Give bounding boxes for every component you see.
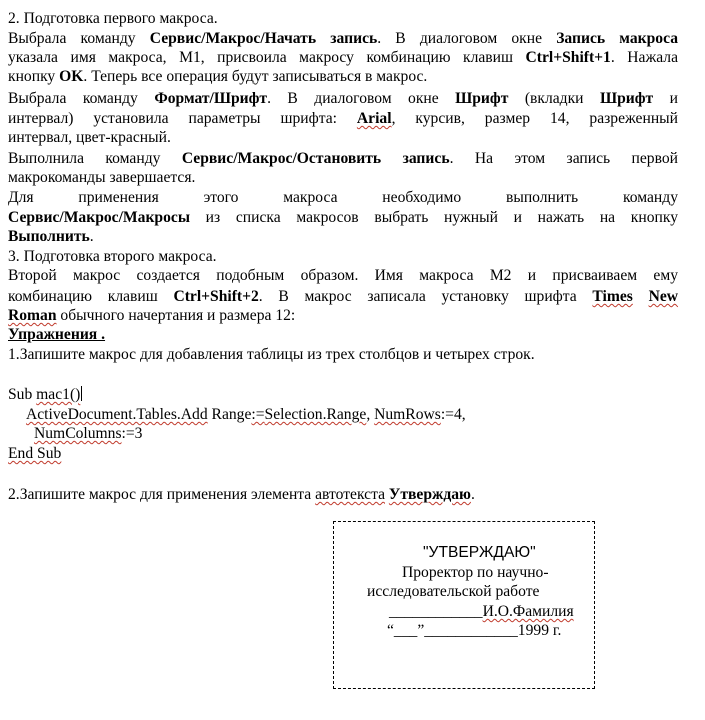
paragraph-line: Выбрала команду Сервис/Макрос/Начать запись. В диалоговом окне Запись макроса (8, 30, 678, 47)
approval-stamp-box (333, 521, 595, 689)
exercise-task-2: 2.Запишите макрос для применения элемента автотекста Утверждаю. (8, 486, 475, 503)
paragraph-line: Roman обычного начертания и размера 12: (8, 307, 296, 324)
paragraph-line: макрокоманды завершается. (8, 169, 196, 186)
paragraph-line: Выполнила команду Сервис/Макрос/Остановить запись. На этом запись первой (8, 150, 679, 167)
paragraph-line: Для применения этого макроса необходимо выполнить команду (8, 189, 678, 206)
exercises-title: Упражнения . (8, 326, 106, 343)
stamp-title: "УТВЕРЖДАЮ" (423, 544, 536, 561)
code-line: End Sub (8, 445, 62, 462)
stamp-department: исследовательской работе (367, 583, 540, 600)
text-cursor (81, 386, 82, 401)
paragraph-line: интервал) установила параметры шрифта: Arial, курсив, размер 14, разреженный (8, 110, 678, 127)
paragraph-line: Выполнить. (8, 228, 94, 245)
paragraph-line: указала имя макроса, M1, присвоила макросу комбинацию клавиш Ctrl+Shift+1. Нажала (8, 49, 678, 66)
paragraph-line: Второй макрос создается подобным образом. Имя макроса M2 и присваиваем ему (8, 267, 678, 284)
paragraph-line: Выбрала команду Формат/Шрифт. В диалоговом окне Шрифт (вкладки Шрифт и (8, 90, 678, 107)
paragraph-line: комбинацию клавиш Ctrl+Shift+2. В макрос записала установку шрифта Times New (8, 288, 679, 305)
section3-heading: 3. Подготовка второго макроса. (8, 248, 217, 265)
stamp-position: Проректор по научно- (402, 564, 549, 581)
code-line: Sub mac1() (8, 386, 81, 403)
section2-heading: 2. Подготовка первого макроса. (8, 10, 218, 27)
code-line: ActiveDocument.Tables.Add Range:=Selection.Range, NumRows:=4, (26, 406, 466, 423)
exercise-task-1: 1.Запишите макрос для добавления таблицы из трех столбцов и четырех строк. (8, 346, 535, 363)
paragraph-line: Сервис/Макрос/Макросы из списка макросов выбрать нужный и нажать на кнопку (8, 209, 678, 226)
paragraph-line: кнопку OK. Теперь все операция будут записываться в макрос. (8, 68, 428, 85)
paragraph-line: интервал, цвет-красный. (8, 129, 171, 146)
stamp-signature-line: ____________И.О.Фамилия (389, 603, 574, 620)
stamp-date-line: “___”____________1999 г. (387, 622, 562, 639)
code-line: NumColumns:=3 (34, 425, 143, 442)
